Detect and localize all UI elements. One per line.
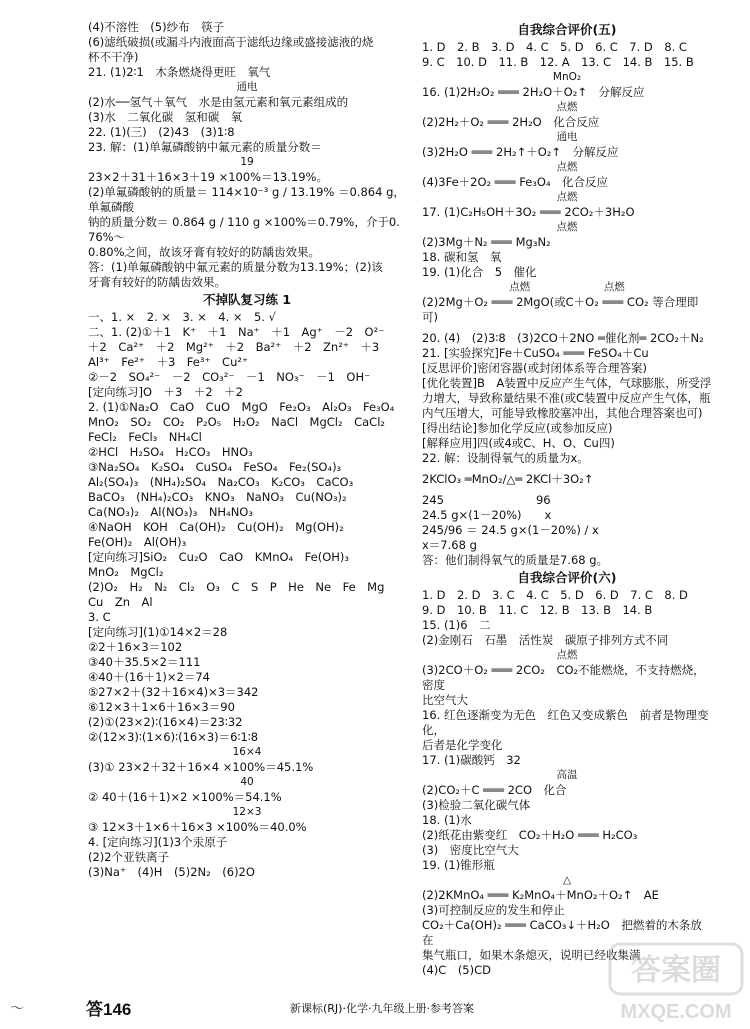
answer-line: ⑤27×2＋(32＋16×4)×3＝342: [88, 685, 259, 699]
section-heading: 自我综合评价(五): [517, 22, 617, 37]
answer-line: 15. (1)6 二: [422, 618, 491, 632]
answer-line: 9. C 10. D 11. B 12. A 13. C 14. B 15. B: [422, 55, 694, 69]
answer-line: 17. (1)碳酸钙 32: [422, 753, 521, 767]
reaction-condition: 点燃: [556, 221, 578, 233]
answer-line: Cu Zn Al: [88, 595, 153, 609]
watermark-text-main: 答案圈: [631, 953, 721, 988]
answer-line: 18. 碳和氢 氧: [422, 250, 502, 264]
answer-line: CO₂＋Ca(OH)₂ ═══ CaCO₃↓＋H₂O 把燃着的木条放在: [422, 918, 702, 947]
answer-line: 23. 解：(1)单氟磷酸钠中氟元素的质量分数＝: [88, 140, 322, 154]
answer-line: 4. [定向练习](1)3个汞原子: [88, 835, 228, 849]
answer-line: (3)① 23×2＋32＋16×4 ×100%＝45.1%: [88, 760, 314, 774]
reaction-condition: 点燃 点燃: [509, 281, 625, 293]
answer-line: 1. D 2. D 3. C 4. C 5. D 6. D 7. C 8. D: [422, 588, 688, 602]
answer-line: 一、1. × 2. × 3. × 4. × 5. √: [88, 310, 277, 324]
answer-line: (3)2H₂O ═══ 2H₂↑＋O₂↑ 分解反应: [422, 145, 619, 159]
answer-line: 16. 红色逐渐变为无色 红色又变成紫色 前者是物理变化，: [422, 708, 709, 737]
answer-line: Al³⁺ Fe²⁺ ＋3 Fe³⁺ Cu²⁺: [88, 355, 249, 369]
answer-line: FeCl₂ FeCl₃ NH₄Cl: [88, 430, 202, 444]
answer-line: 19. (1)锥形瓶: [422, 858, 495, 872]
answer-line: [优化装置]B A装置中反应产生气体，气球膨胀，所受浮: [422, 376, 712, 390]
answer-line: 245/96 ＝ 24.5 g×(1－20%) / x: [422, 523, 599, 537]
answer-line: 力增大，导致称量结果不准(或C装置中反应产生气体，瓶: [422, 391, 711, 405]
answer-line: [定向练习](1)①14×2＝28: [88, 625, 228, 639]
answer-line: 答：他们制得氧气的质量是7.68 g。: [422, 553, 609, 567]
page-number: 答146: [86, 1000, 132, 1019]
answer-line: 2. (1)①Na₂O CaO CuO MgO Fe₂O₃ Al₂O₃ Fe₃O₄: [88, 400, 395, 414]
answer-line: 22. 解：设制得氧气的质量为x。: [422, 451, 589, 465]
reaction-condition: 19: [240, 156, 254, 168]
answer-line: [解释应用]四(或4或C、H、O、Cu四): [422, 436, 615, 450]
reaction-condition: 高温: [556, 769, 578, 781]
answer-line: (2)①(23×2)∶(16×4)＝23∶32: [88, 715, 243, 729]
watermark-logo: [606, 938, 746, 1026]
answer-line: ② 40＋(16＋1)×2 ×100%＝54.1%: [88, 790, 282, 804]
answer-line: [反思评价]密闭容器(或封闭体系等合理答案): [422, 361, 647, 375]
answer-line: 23×2＋31＋16×3＋19 ×100%＝13.19%。: [88, 170, 328, 184]
answer-line: 20. (4) (2)3∶8 (3)2CO＋2NO ═催化剂═ 2CO₂＋N₂: [422, 331, 704, 345]
answer-line: 1. D 2. B 3. D 4. C 5. D 6. C 7. D 8. C: [422, 40, 687, 54]
reaction-condition: 12×3: [232, 806, 262, 818]
answer-line: 钠的质量分数＝ 0.864 g / 110 g ×100%＝0.79%，介于0.76%～: [88, 215, 400, 244]
answer-line: MnO₂ SO₂ CO₂ P₂O₅ H₂O₂ NaCl MgCl₂ CaCl₂: [88, 415, 385, 429]
answer-line: 245 96: [422, 493, 551, 507]
answer-line: 后者是化学变化: [422, 738, 503, 752]
section-heading: 不掉队复习练 1: [202, 292, 292, 307]
answer-line: (2)2KMnO₄ ═══ K₂MnO₄＋MnO₂＋O₂↑ AE: [422, 888, 659, 902]
answer-line: 集气瓶口，如果木条熄灭，说明已经收集满: [422, 948, 641, 962]
answer-line: 2KClO₃ ═MnO₂/△═ 2KCl＋3O₂↑: [422, 472, 594, 486]
answer-line: (3)Na⁺ (4)H (5)2N₂ (6)2O: [88, 865, 255, 879]
answer-line: 21. [实验探究]Fe＋CuSO₄ ═══ FeSO₄＋Cu: [422, 346, 649, 360]
answer-line: 16. (1)2H₂O₂ ═══ 2H₂O＋O₂↑ 分解反应: [422, 85, 645, 99]
answer-line: BaCO₃ (NH₄)₂CO₃ KNO₃ NaNO₃ Cu(NO₃)₂: [88, 490, 347, 504]
answer-line: 内气压增大，可能导致橡胶塞冲出，其他合理答案也可): [422, 406, 703, 420]
footer-dash-mark: 〜: [10, 1001, 24, 1017]
answer-line: (3)2CO＋O₂ ═══ 2CO₂ CO₂不能燃烧，不支持燃烧，密度: [422, 663, 705, 692]
reaction-condition: 点燃: [556, 161, 578, 173]
answer-line: 19. (1)化合 5 催化: [422, 265, 537, 279]
answer-line: ③40＋35.5×2＝111: [88, 655, 201, 669]
answer-line: (2)2H₂＋O₂ ═══ 2H₂O 化合反应: [422, 115, 600, 129]
answer-line: ④NaOH KOH Ca(OH)₂ Cu(OH)₂ Mg(OH)₂: [88, 520, 344, 534]
answer-line: (2)单氟磷酸钠的质量＝ 114×10⁻³ g / 13.19% ＝0.864 g，单氟磷酸: [88, 185, 405, 214]
answer-line: Fe(OH)₂ Al(OH)₃: [88, 535, 187, 549]
answer-line: (4)不溶性 (5)纱布 筷子: [88, 20, 225, 34]
answer-line: 17. (1)C₂H₅OH＋3O₂ ═══ 2CO₂＋3H₂O: [422, 205, 635, 219]
answer-line: (2)水──氢气＋氧气 水是由氢元素和氧元素组成的: [88, 95, 349, 109]
answer-line: 比空气大: [422, 693, 468, 707]
answer-line: (3)可控制反应的发生和停止: [422, 903, 565, 917]
answer-line: (2)2Mg＋O₂ ═══ 2MgO(或C＋O₂ ═══ CO₂ 等合理即可): [422, 295, 699, 324]
reaction-condition: 通电: [556, 131, 578, 143]
answer-line: (4)C (5)CD: [422, 963, 491, 977]
answer-line: (2)3Mg＋N₂ ═══ Mg₃N₂: [422, 235, 551, 249]
answer-line: 24.5 g×(1－20%) x: [422, 508, 552, 522]
answer-line: (2)O₂ H₂ N₂ Cl₂ O₃ C S P He Ne Fe Mg: [88, 580, 385, 594]
answer-line: Ca(NO₃)₂ Al(NO₃)₃ NH₄NO₃: [88, 505, 253, 519]
reaction-condition: 通电: [236, 81, 258, 93]
answer-line: (2)金刚石 石墨 活性炭 碳原子排列方式不同: [422, 633, 669, 647]
answer-line: (6)滤纸破损(或漏斗内液面高于滤纸边缘或盛接滤液的烧: [88, 35, 374, 49]
answer-line: (2)纸花由紫变红 CO₂＋H₂O ═══ H₂CO₃: [422, 828, 638, 842]
answer-line: ②2＋16×3＝102: [88, 640, 183, 654]
answer-line: ⑥12×3＋1×6＋16×3＝90: [88, 700, 235, 714]
answer-line: MnO₂ MgCl₂: [88, 565, 164, 579]
answer-line: [定向练习]SiO₂ Cu₂O CaO KMnO₄ Fe(OH)₃: [88, 550, 349, 564]
answer-line: 杯不干净): [88, 50, 139, 64]
answer-line: 9. D 10. B 11. C 12. B 13. B 14. B: [422, 603, 653, 617]
answer-line: [定向练习]O ＋3 ＋2 ＋2: [88, 385, 243, 399]
answer-line: (4)3Fe＋2O₂ ═══ Fe₃O₄ 化合反应: [422, 175, 609, 189]
answer-line: 0.80%之间，故该牙膏有较好的防龋齿效果。: [88, 245, 321, 259]
reaction-condition: 点燃: [556, 191, 578, 203]
answer-line: (2)2个亚铁离子: [88, 850, 170, 864]
answer-line: (2)CO₂＋C ═══ 2CO 化合: [422, 783, 567, 797]
answer-line: ③Na₂SO₄ K₂SO₄ CuSO₄ FeSO₄ Fe₂(SO₄)₃: [88, 460, 342, 474]
answer-line: (3) 密度比空气大: [422, 843, 519, 857]
left-column: [88, 20, 406, 880]
answer-line: ②－2 SO₄²⁻ －2 CO₃²⁻ －1 NO₃⁻ －1 OH⁻: [88, 370, 371, 384]
right-column: [422, 20, 712, 978]
watermark-text-url: MXQE.COM: [620, 1001, 732, 1023]
answer-line: ③ 12×3＋1×6＋16×3 ×100%＝40.0%: [88, 820, 307, 834]
reaction-condition: △: [562, 874, 572, 886]
reaction-condition: 点燃: [556, 101, 578, 113]
answer-line: 牙膏有较好的防龋齿效果。: [88, 275, 226, 289]
answer-line: 21. (1)2∶1 木条燃烧得更旺 氧气: [88, 65, 271, 79]
section-heading: 自我综合评价(六): [517, 570, 617, 585]
answer-line: ②(12×3)∶(1×6)∶(16×3)＝6∶1∶8: [88, 730, 259, 744]
answer-line: ＋2 Ca²⁺ ＋2 Mg²⁺ ＋2 Ba²⁺ ＋2 Zn²⁺ ＋3: [88, 340, 380, 354]
answer-line: 18. (1)水: [422, 813, 472, 827]
reaction-condition: MnO₂: [552, 71, 582, 83]
book-title: 新课标(RJ)·化学·九年级上册·参考答案: [290, 1002, 474, 1015]
answer-line: 22. (1)(三) (2)43 (3)1∶8: [88, 125, 235, 139]
answer-line: ④40＋(16＋1)×2＝74: [88, 670, 210, 684]
answer-line: ②HCl H₂SO₄ H₂CO₃ HNO₃: [88, 445, 253, 459]
answer-line: (3)水 二氧化碳 氢和碳 氧: [88, 110, 243, 124]
answer-line: Al₂(SO₄)₃ (NH₄)₂SO₄ Na₂CO₃ K₂CO₃ CaCO₃: [88, 475, 354, 489]
answer-line: [得出结论]参加化学反应(或参加反应): [422, 421, 613, 435]
reaction-condition: 16×4: [232, 746, 262, 758]
answer-line: 二、1. (2)①＋1 K⁺ ＋1 Na⁺ ＋1 Ag⁺ －2 O²⁻: [88, 325, 385, 339]
answer-line: (3)检验二氧化碳气体: [422, 798, 531, 812]
reaction-condition: 40: [240, 776, 254, 788]
answer-line: x＝7.68 g: [422, 538, 477, 552]
answer-line: 答：(1)单氟磷酸钠中氟元素的质量分数为13.19%；(2)该: [88, 260, 383, 274]
answer-line: 3. C: [88, 610, 111, 624]
reaction-condition: 点燃: [556, 649, 578, 661]
